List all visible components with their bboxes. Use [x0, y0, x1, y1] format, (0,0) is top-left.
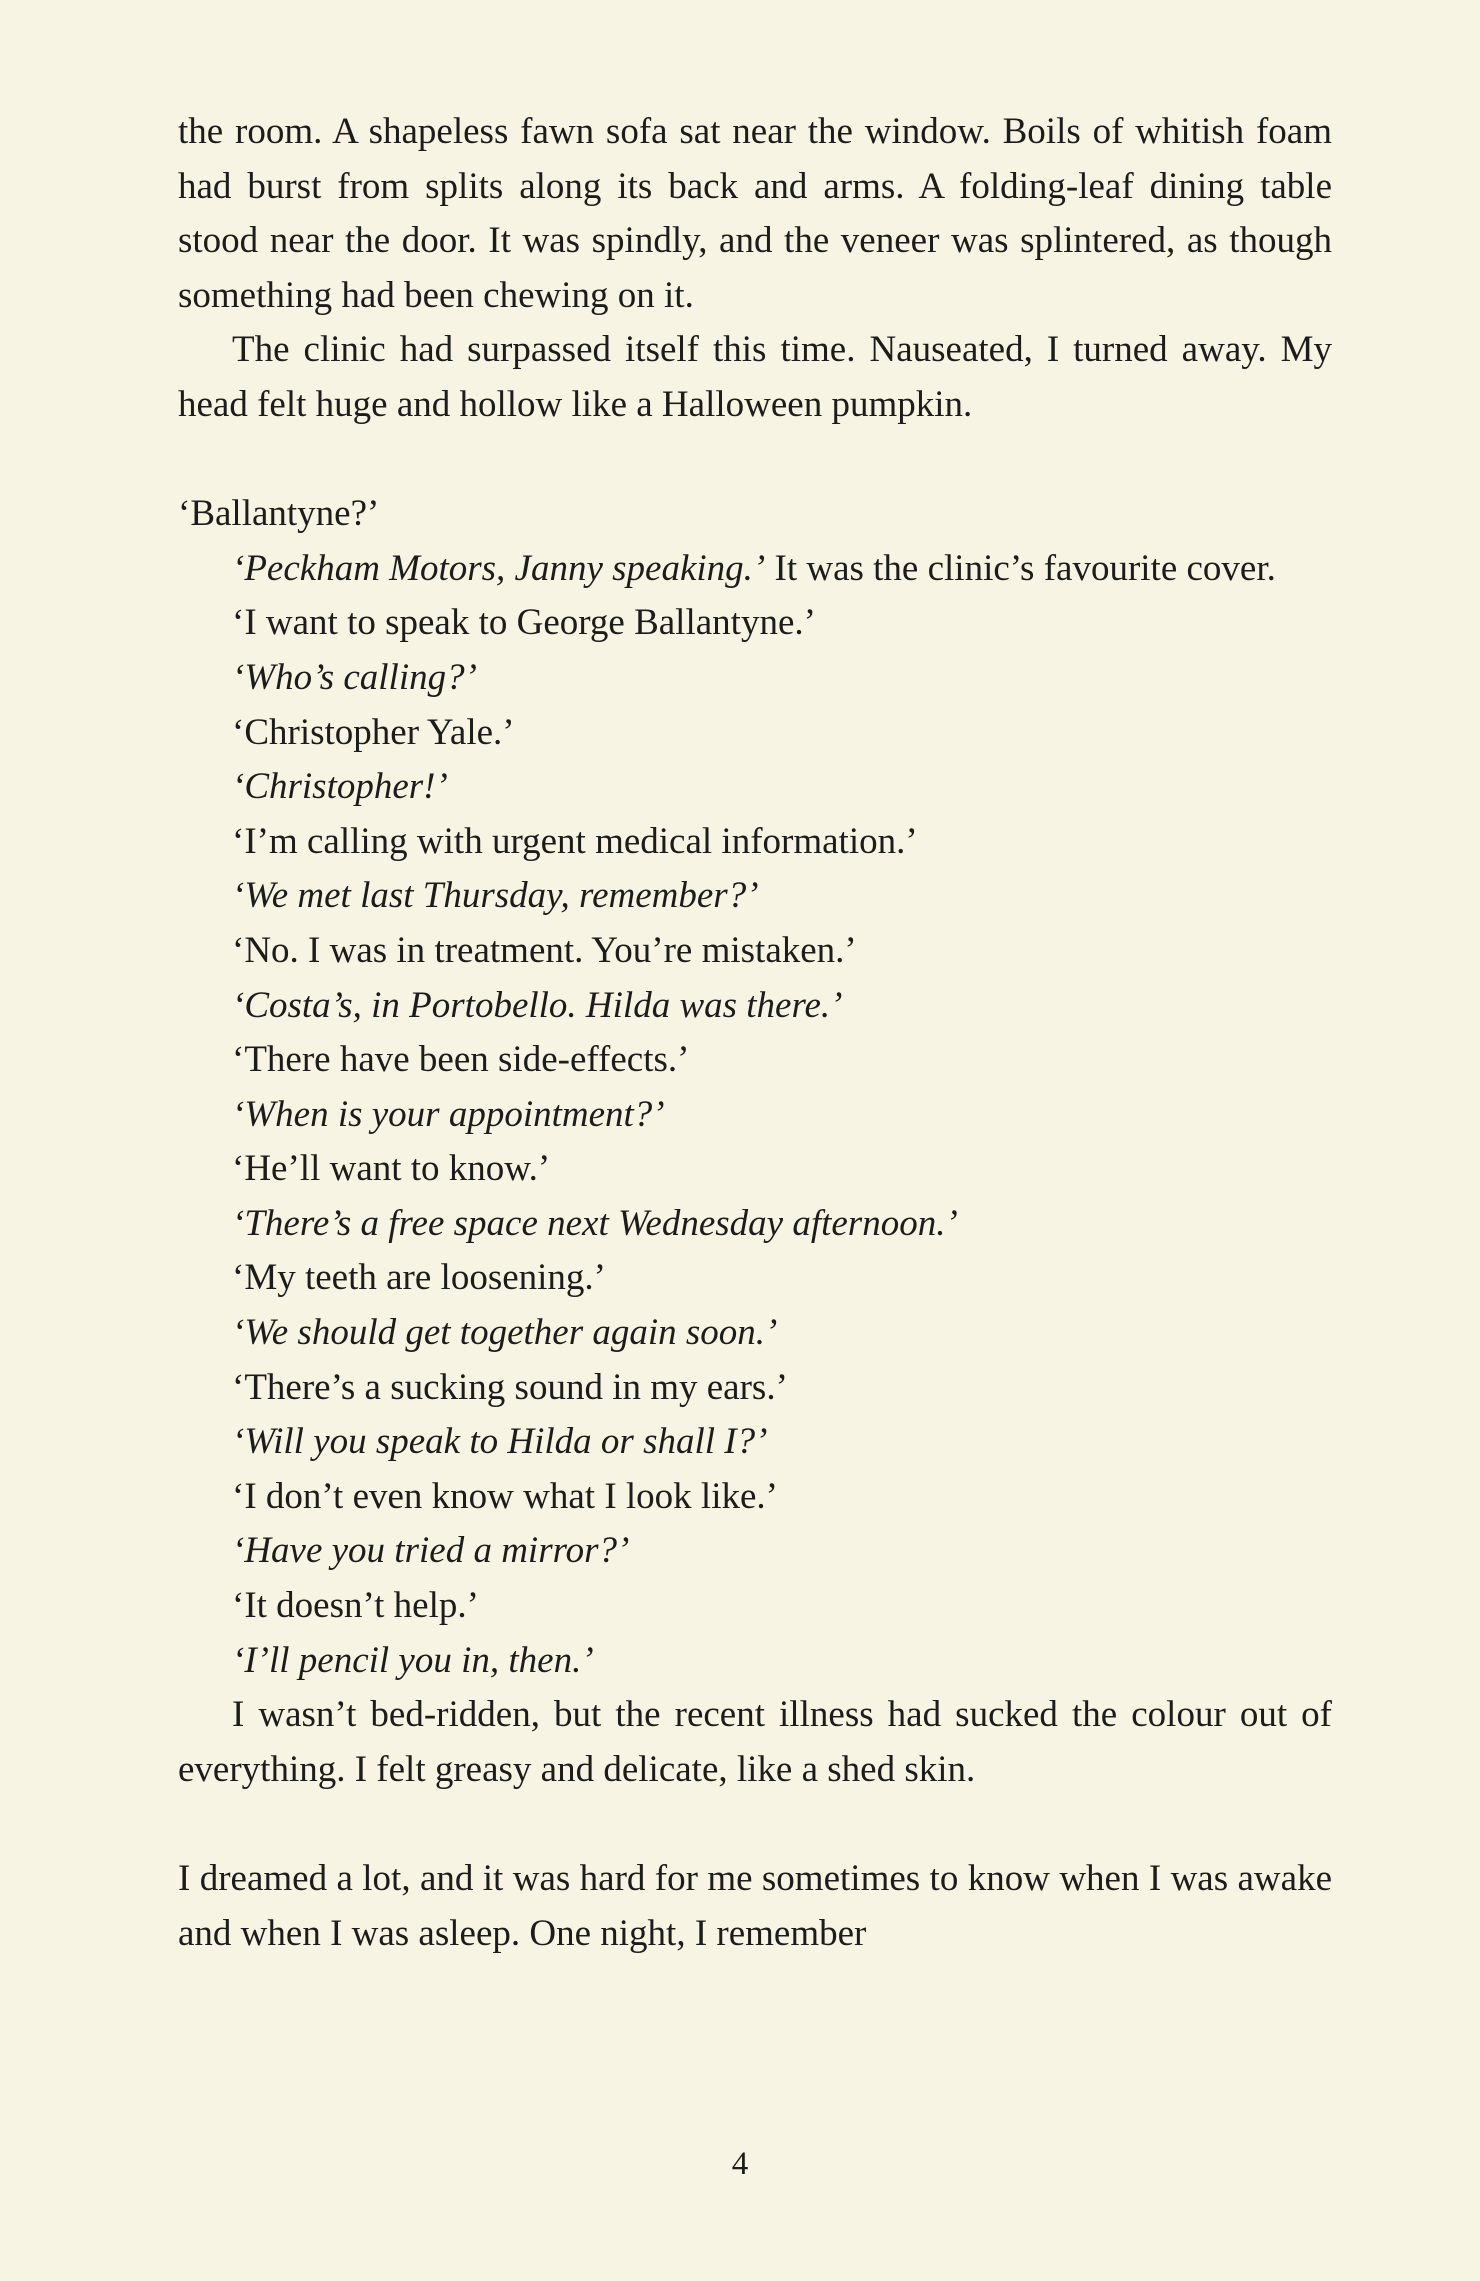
paragraph-opening: the room. A shapeless fawn sofa sat near the window. Boils of whitish foam had burst from splits along its back and arms. A folding-leaf dining table stood near the door. It was spindly, and the veneer was splintered, as though something had been chewing on it.: [178, 111, 1332, 316]
dialogue-line: ‘We should get together again soon.’: [232, 1312, 778, 1354]
page-body: [178, 105, 1332, 1961]
dialogue-line: ‘We met last Thursday, remember?’: [232, 875, 759, 917]
dialogue-line: ‘Christopher Yale.’: [232, 711, 515, 753]
dialogue-list: [178, 596, 1332, 1688]
page-number: 4: [731, 2146, 749, 2182]
dialogue-line: ‘I don’t even know what I look like.’: [232, 1475, 778, 1517]
dialogue-ballantyne: ‘Ballantyne?’: [178, 493, 380, 535]
dialogue-line: ‘My teeth are loosening.’: [232, 1257, 606, 1299]
dialogue-line: ‘Christopher!’: [232, 766, 448, 808]
dialogue-line: ‘Have you tried a mirror?’: [232, 1530, 630, 1572]
dialogue-line: ‘He’ll want to know.’: [232, 1148, 551, 1190]
dialogue-peckham-italic: ‘Peckham Motors, Janny speaking.’: [232, 547, 766, 589]
dialogue-line: ‘There’s a free space next Wednesday afternoon.’: [232, 1202, 958, 1244]
dialogue-line: ‘It doesn’t help.’: [232, 1585, 479, 1627]
section-break: [178, 433, 1332, 488]
dialogue-line: ‘There’s a sucking sound in my ears.’: [232, 1366, 788, 1408]
dialogue-peckham-motors: [178, 542, 1332, 597]
dialogue-peckham-rest: It was the clinic’s favourite cover.: [765, 547, 1276, 589]
dialogue-line: ‘I’m calling with urgent medical information.’: [232, 820, 918, 862]
paragraph-bedridden: I wasn’t bed-ridden, but the recent illness had sucked the colour out of everything. I felt greasy and delicate, like a shed skin.: [178, 1694, 1332, 1790]
dialogue-line: ‘Will you speak to Hilda or shall I?’: [232, 1421, 768, 1463]
dialogue-line: ‘Who’s calling?’: [232, 656, 477, 698]
paragraph-dreamed: I dreamed a lot, and it was hard for me sometimes to know when I was awake and when I was asleep. One night, I remember: [178, 1858, 1332, 1954]
paragraph-clinic: The clinic had surpassed itself this time. Nauseated, I turned away. My head felt huge and hollow like a Halloween pumpkin.: [178, 329, 1332, 425]
dialogue-line: ‘I’ll pencil you in, then.’: [232, 1639, 594, 1681]
dialogue-line: ‘When is your appointment?’: [232, 1093, 665, 1135]
section-break: [178, 1797, 1332, 1852]
dialogue-line: ‘There have been side-effects.’: [232, 1039, 690, 1081]
dialogue-line: ‘I want to speak to George Ballantyne.’: [232, 602, 816, 644]
dialogue-line: ‘No. I was in treatment. You’re mistaken.’: [232, 929, 857, 971]
dialogue-line: ‘Costa’s, in Portobello. Hilda was there.’: [232, 984, 843, 1026]
